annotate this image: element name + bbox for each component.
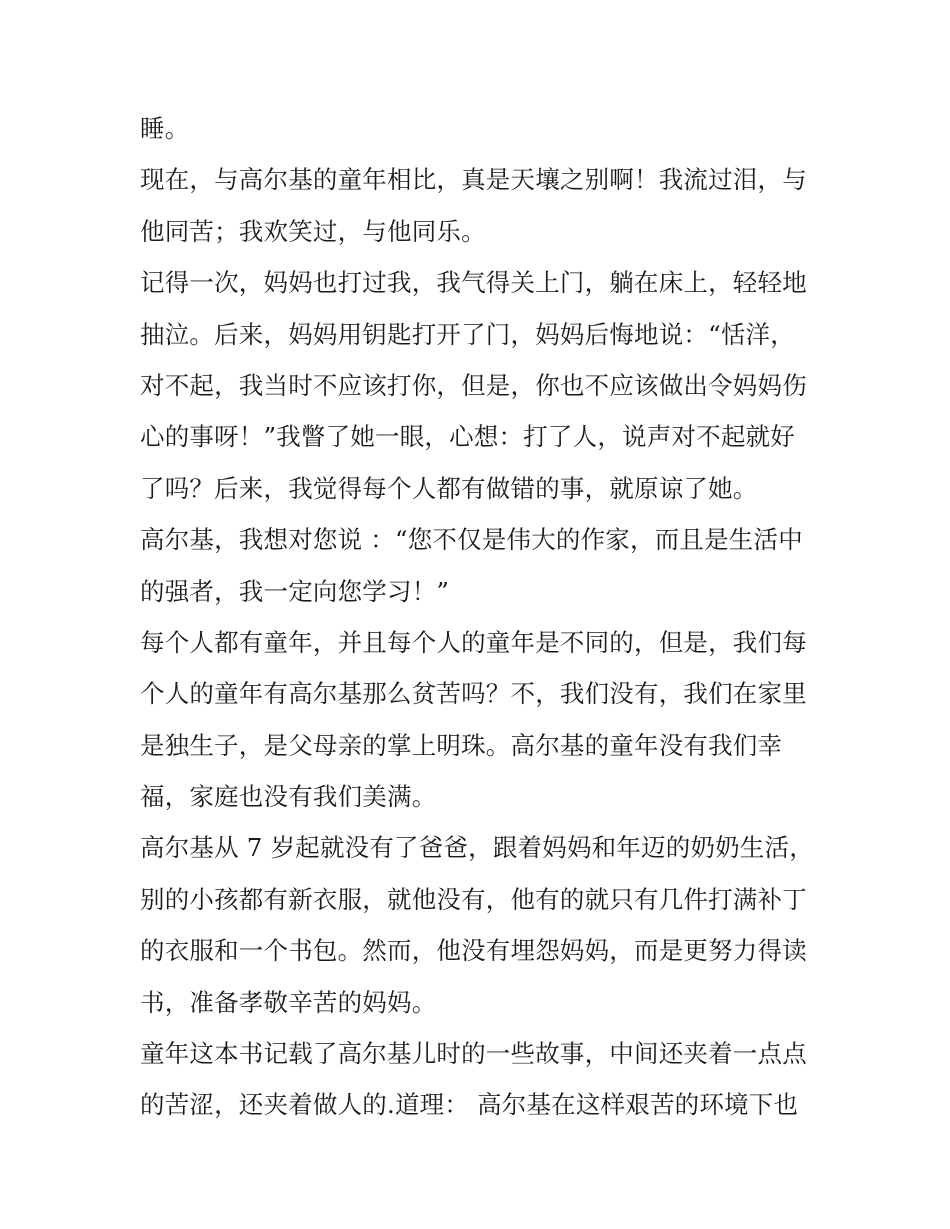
text-line: 高尔基从 7 岁起就没有了爸爸，跟着妈妈和年迈的奶奶生活， [140,833,814,863]
text-line: 书，准备孝敬辛苦的妈妈。 [140,987,437,1017]
text-line: 抽泣。后来，妈妈用钥匙打开了门，妈妈后悔地说：“恬洋， [140,319,795,349]
text-line: 每个人都有童年，并且每个人的童年是不同的，但是，我们每 [140,627,807,657]
text-line: 福，家庭也没有我们美满。 [140,782,437,812]
text-line: 记得一次，妈妈也打过我，我气得关上门，躺在床上，轻轻地 [140,268,807,298]
text-line: 对不起，我当时不应该打你，但是，你也不应该做出令妈妈伤 [140,370,807,400]
text-line: 现在，与高尔基的童年相比，真是天壤之别啊！我流过泪，与 [140,165,807,195]
text-line: 心的事呀！”我瞥了她一眼，心想：打了人，说声对不起就好 [140,422,795,452]
text-line: 高尔基，我想对您说 ：“您不仅是伟大的作家，而且是生活中 [140,525,803,555]
text-line: 童年这本书记载了高尔基儿时的一些故事，中间还夹着一点点 [140,1039,807,1069]
document-body [140,103,820,1131]
text-line: 他同苦；我欢笑过，与他同乐。 [140,216,486,246]
text-line: 睡。 [140,114,190,143]
text-line: 的强者，我一定向您学习！” [140,576,450,606]
text-line: 的苦涩，还夹着做人的.道理： 高尔基在这样艰苦的环境下也 [140,1090,799,1120]
text-line: 别的小孩都有新衣服，就他没有，他有的就只有几件打满补丁 [140,884,807,914]
text-line: 个人的童年有高尔基那么贫苦吗？不，我们没有，我们在家里 [140,679,807,709]
text-line: 是独生子，是父母亲的掌上明珠。高尔基的童年没有我们幸 [140,730,783,760]
text-line: 了吗？后来，我觉得每个人都有做错的事，就原谅了她。 [140,473,758,503]
text-line: 的衣服和一个书包。然而，他没有埋怨妈妈，而是更努力得读 [140,936,807,966]
